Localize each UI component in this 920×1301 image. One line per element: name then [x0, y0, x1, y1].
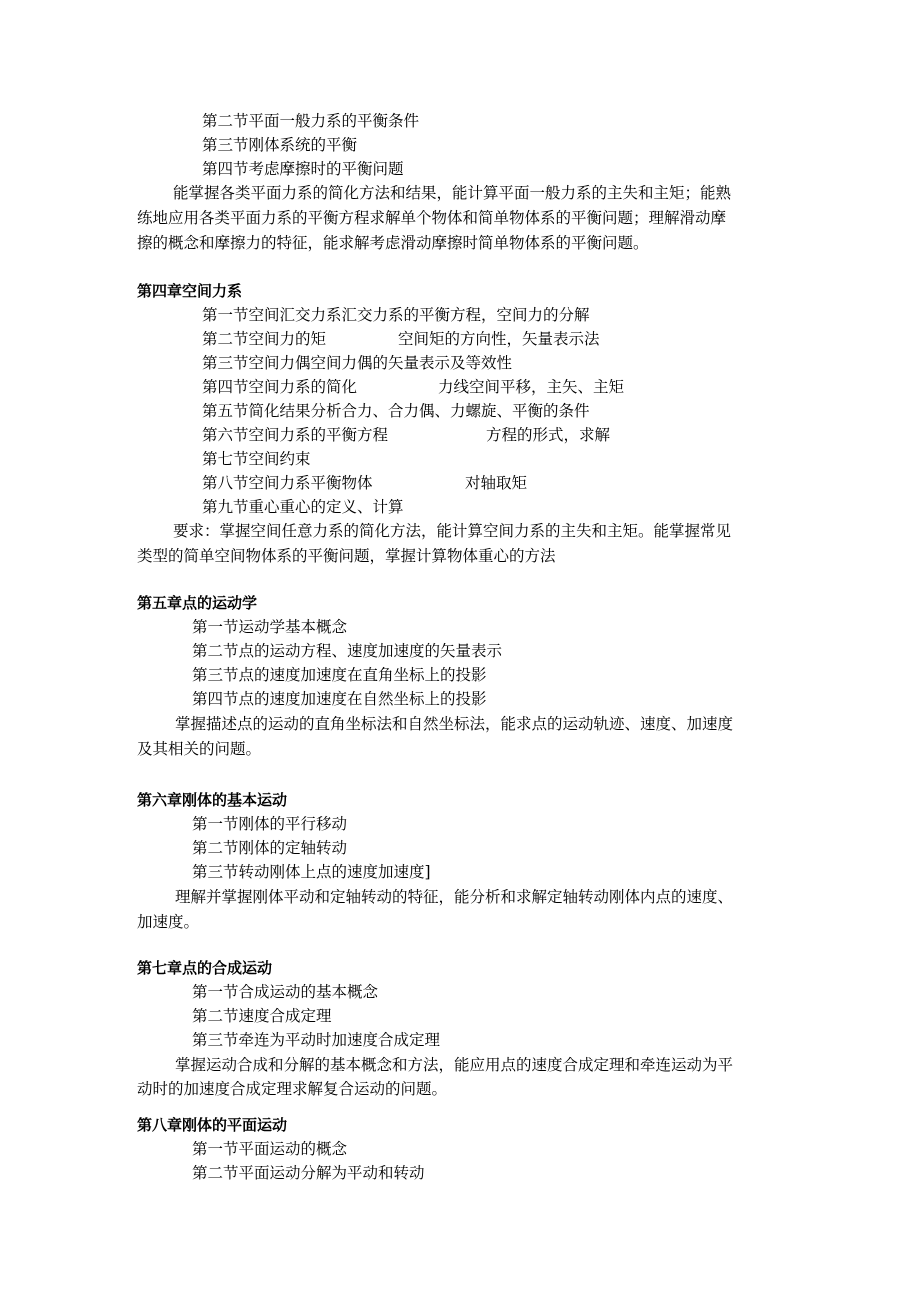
- section-detail: 方程的形式，求解: [486, 426, 611, 444]
- section-detail: 对轴取矩: [465, 474, 528, 492]
- section-line: 第二节点的运动方程、速度加速度的矢量表示: [192, 642, 503, 660]
- paragraph-line: 掌握运动合成和分解的基本概念和方法，能应用点的速度合成定理和牵连运动为平: [175, 1056, 734, 1074]
- section-detail: 空间矩的方向性，矢量表示法: [398, 330, 600, 348]
- section-line: [202, 376, 357, 398]
- section-name: 第七节空间约束: [202, 450, 311, 468]
- section-line: 第二节刚体的定轴转动: [192, 839, 348, 857]
- section-line: 第三节转动刚体上点的速度加速度]: [192, 863, 431, 881]
- paragraph-line: 及其相关的问题。: [137, 740, 262, 758]
- section-name: 第五节简化结果分析合力、合力偶、力螺旋、平衡的条件: [202, 402, 590, 420]
- paragraph-line: 加速度。: [137, 913, 200, 931]
- section-line: [202, 400, 590, 422]
- chapter-title: 第七章点的合成运动: [137, 959, 273, 977]
- paragraph-line: 擦的概念和摩擦力的特征，能求解考虑滑动摩擦时简单物体系的平衡问题。: [137, 234, 649, 252]
- section-line: 第三节点的速度加速度在直角坐标上的投影: [192, 666, 487, 684]
- section-name: 第八节空间力系平衡物体: [202, 474, 373, 492]
- section-line: 第一节刚体的平行移动: [192, 815, 348, 833]
- paragraph-line: 理解并掌握刚体平动和定轴转动的特征，能分析和求解定轴转动刚体内点的速度、: [175, 888, 734, 906]
- section-line: [202, 328, 326, 350]
- section-line: [202, 472, 373, 494]
- section-line: 第二节速度合成定理: [192, 1007, 332, 1025]
- section-line: [202, 352, 512, 374]
- paragraph-line: 能掌握各类平面力系的简化方法和结果，能计算平面一般力系的主失和主矩；能熟: [173, 184, 732, 202]
- section-line: 第一节合成运动的基本概念: [192, 983, 379, 1001]
- section-line: 第二节平面运动分解为平动和转动: [192, 1164, 425, 1182]
- paragraph-line: 动时的加速度合成定理求解复合运动的问题。: [137, 1080, 448, 1098]
- chapter-title: 第八章刚体的平面运动: [137, 1116, 288, 1134]
- section-line: [202, 304, 590, 326]
- chapter-title: 第六章刚体的基本运动: [137, 791, 288, 809]
- section-line: [202, 448, 311, 470]
- paragraph-line: 类型的简单空间物体系的平衡问题，掌握计算物体重心的方法: [137, 547, 556, 565]
- section-name: 第四节空间力系的简化: [202, 378, 358, 396]
- section-detail: 力线空间平移，主矢、主矩: [438, 378, 625, 396]
- chapter-title: 第四章空间力系: [137, 282, 243, 300]
- paragraph-line: 要求：掌握空间任意力系的简化方法，能计算空间力系的主失和主矩。能掌握常见: [173, 522, 732, 540]
- section-line: 第一节平面运动的概念: [192, 1140, 348, 1158]
- section-name: 第二节空间力的矩: [202, 330, 327, 348]
- section-name: 第九节重心重心的定义、计算: [202, 498, 404, 516]
- chapter-title: 第五章点的运动学: [137, 594, 258, 612]
- section-name: 第三节空间力偶空间力偶的矢量表示及等效性: [202, 354, 513, 372]
- section-line: 第四节考虑摩擦时的平衡问题: [202, 160, 404, 178]
- section-line: 第二节平面一般力系的平衡条件: [202, 112, 420, 130]
- section-line: 第四节点的速度加速度在自然坐标上的投影: [192, 690, 487, 708]
- section-line: [202, 424, 388, 446]
- section-line: [202, 496, 404, 518]
- section-line: 第一节运动学基本概念: [192, 618, 348, 636]
- section-line: 第三节牵连为平动时加速度合成定理: [192, 1031, 441, 1049]
- section-name: 第六节空间力系的平衡方程: [202, 426, 389, 444]
- paragraph-line: 练地应用各类平面力系的平衡方程求解单个物体和简单物体系的平衡问题；理解滑动摩: [137, 209, 727, 227]
- section-name: 第一节空间汇交力系汇交力系的平衡方程，空间力的分解: [202, 306, 590, 324]
- paragraph-line: 掌握描述点的运动的直角坐标法和自然坐标法，能求点的运动轨迹、速度、加速度: [175, 715, 734, 733]
- section-line: 第三节刚体系统的平衡: [202, 136, 358, 154]
